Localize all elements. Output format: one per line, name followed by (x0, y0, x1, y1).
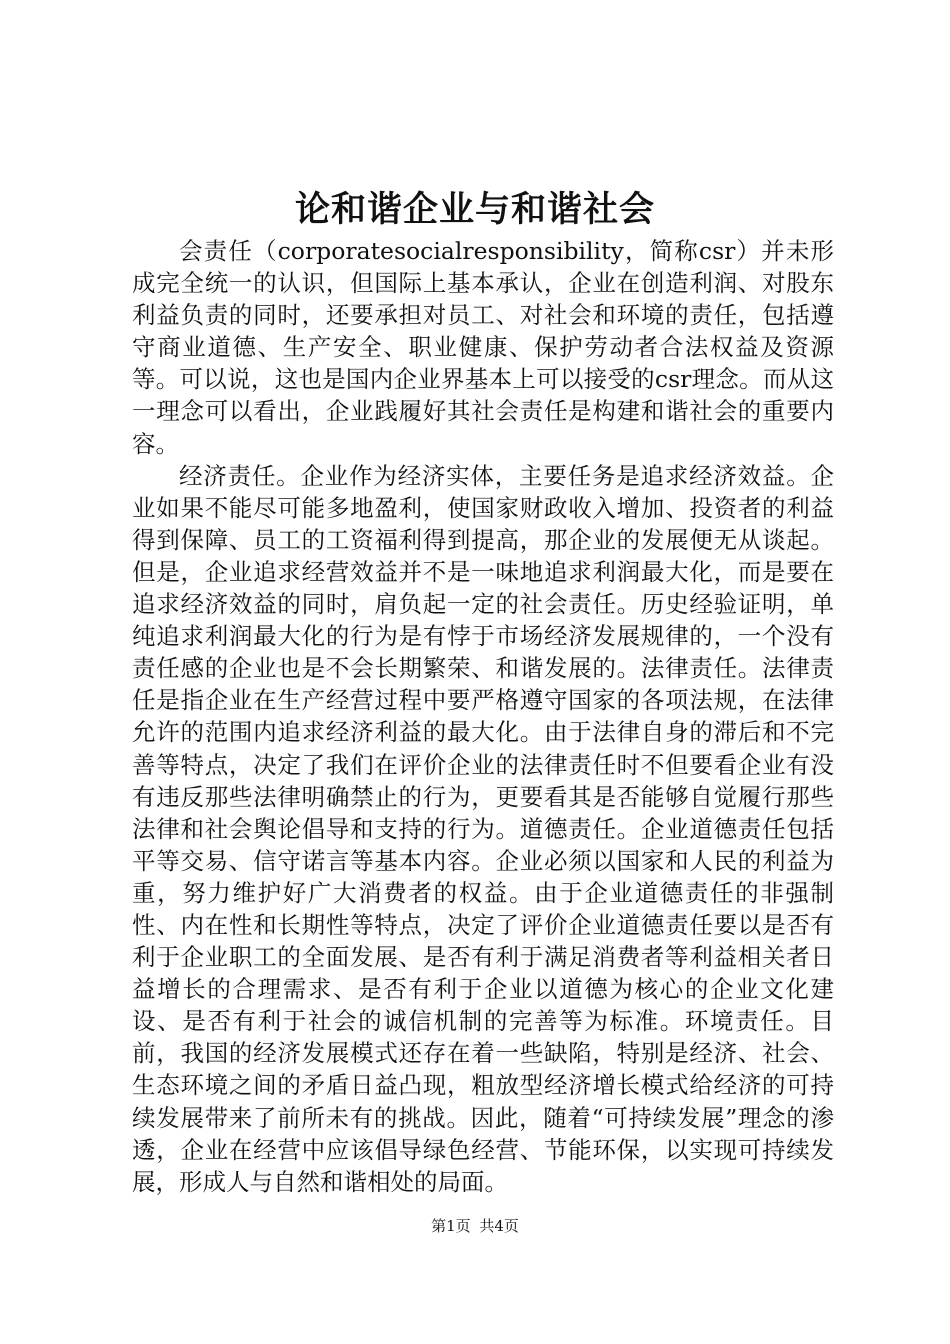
document-body (132, 235, 834, 1198)
page-total: 共4页 (479, 1217, 519, 1235)
page-footer (0, 1216, 950, 1236)
paragraph-intro: 会责任（corporatesocialresponsibility，简称csr）并未形成完全统一的认识，但国际上基本承认，企业在创造利润、对股东利益负责的同时，还要承担对员工、对社会和环境的责任，包括遵守商业道德、生产安全、职业健康、保护劳动者合法权益及资源等。可以说，这也是国内企业界基本上可以接受的csr理念。而从这一理念可以看出，企业践履好其社会责任是构建和谐社会的重要内容。 (132, 237, 834, 458)
document-title: 论和谐企业与和谐社会 (294, 189, 655, 230)
paragraph-responsibilities: 经济责任。企业作为经济实体，主要任务是追求经济效益。企业如果不能尽可能多地盈利，使国家财政收入增加、投资者的利益得到保障、员工的工资福利得到提高，那企业的发展便无从谈起。但是，企业追求经营效益并不是一味地追求利润最大化，而是要在追求经济效益的同时，肩负起一定的社会责任。历史经验证明，单纯追求利润最大化的行为是有悖于市场经济发展规律的，一个没有责任感的企业也是不会长期繁荣、和谐发展的。法律责任。法律责任是指企业在生产经营过程中要严格遵守国家的各项法规，在法律允许的范围内追求经济利益的最大化。由于法律自身的滞后和不完善等特点，决定了我们在评价企业的法律责任时不但要看企业有没有违反那些法律明确禁止的行为，更要看其是否能够自觉履行那些法律和社会舆论倡导和支持的行为。道德责任。企业道德责任包括平等交易、信守诺言等基本内容。企业必须以国家和人民的利益为重，努力维护好广大消费者的权益。由于企业道德责任的非强制性、内在性和长期性等特点，决定了评价企业道德责任要以是否有利于企业职工的全面发展、是否有利于满足消费者等利益相关者日益增长的合理需求、是否有利于企业以道德为核心的企业文化建设、是否有利于社会的诚信机制的完善等为标准。环境责任。目前，我国的经济发展模式还存在着一些缺陷，特别是经济、社会、生态环境之间的矛盾日益凸现，粗放型经济增长模式给经济的可持续发展带来了前所未有的挑战。因此，随着“可持续发展”理念的渗透，企业在经营中应该倡导绿色经营、节能环保，以实现可持续发展，形成人与自然和谐相处的局面。 (132, 461, 834, 1196)
page-number: 第1页 (431, 1217, 471, 1235)
